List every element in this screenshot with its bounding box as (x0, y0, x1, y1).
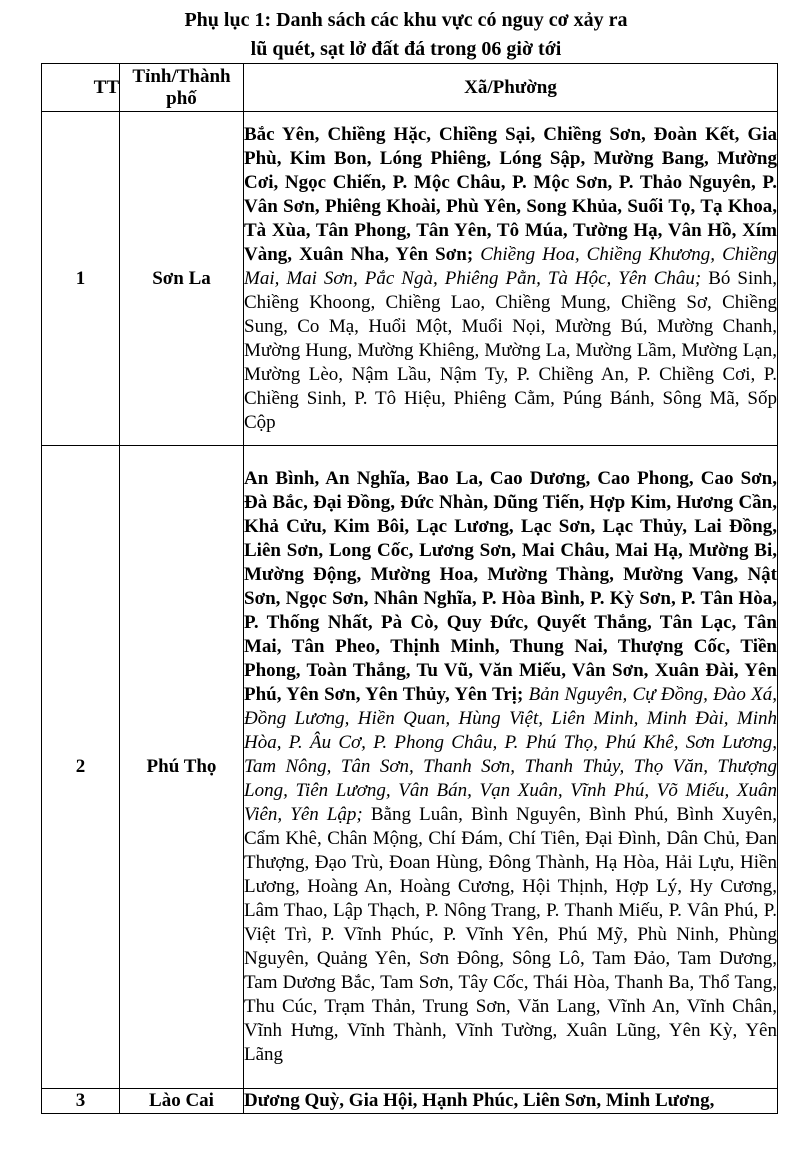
ward-list-normal: Bó Sinh, Chiềng Khoong, Chiềng Lao, Chiềng Mung, Chiềng Sơ, Chiềng Sung, Co Mạ, Huổi Một, Muổi Nọi, Mường Bú, Mường Chanh, Mường Hung, Mường Khiêng, Mường La, Mường Lầm, Mường Lạn, Mường Lèo, Nậm Lầu, Nậm Ty, P. Chiềng An, P. Chiềng Cơi, P. Chiềng Sinh, P. Tô Hiệu, Phiêng Cằm, Púng Bánh, Sông Mã, Sốp Cộp (244, 267, 777, 433)
document-title-line-2: lũ quét, sạt lở đất đá trong 06 giờ tới (250, 38, 562, 60)
document-title-line-1: Phụ lục 1: Danh sách các khu vực có nguy cơ xảy ra (184, 9, 628, 31)
table-row (42, 112, 778, 446)
ward-list-bold: An Bình, An Nghĩa, Bao La, Cao Dương, Cao Phong, Cao Sơn, Đà Bắc, Đại Đồng, Đức Nhàn, Dũng Tiến, Hợp Kim, Hương Cần, Khả Cửu, Kim Bôi, Lạc Lương, Lạc Sơn, Lạc Thủy, Lai Đồng, Liên Sơn, Long Cốc, Lương Sơn, Mai Châu, Mai Hạ, Mường Bi, Mường Động, Mường Hoa, Mường Thàng, Mường Vang, Nật Sơn, Ngọc Sơn, Nhân Nghĩa, P. Hòa Bình, P. Kỳ Sơn, P. Tân Hòa, P. Thống Nhất, Pà Cò, Quy Đức, Quyết Thắng, Tân Lạc, Tân Mai, Tân Pheo, Thịnh Minh, Thung Nai, Thượng Cốc, Tiền Phong, Toàn Thắng, Tu Vũ, Văn Miếu, Vân Sơn, Xuân Đài, Yên Phú, Yên Sơn, Yên Thủy, Yên Trị; (244, 468, 777, 705)
header-province: Tỉnh/Thành phố (120, 64, 244, 112)
header-ward: Xã/Phường (244, 64, 778, 112)
table-row (42, 446, 778, 1089)
province-name: Sơn La (120, 112, 244, 446)
ward-list-italic: Chiềng Hoa, Chiềng Khương, Chiềng Mai, Mai Sơn, Pắc Ngà, Phiêng Pằn, Tà Hộc, Yên Châu; (244, 243, 777, 289)
row-number: 2 (42, 446, 120, 1089)
table-row (42, 1089, 778, 1114)
row-number: 3 (42, 1089, 120, 1114)
ward-list (244, 1089, 778, 1114)
ward-list-normal: Bằng Luân, Bình Nguyên, Bình Phú, Bình Xuyên, Cẩm Khê, Chân Mộng, Chí Đám, Chí Tiên, Đại Đình, Dân Chủ, Đan Thượng, Đạo Trù, Đoan Hùng, Đông Thành, Hạ Hòa, Hải Lựu, Hiền Lương, Hoàng An, Hoàng Cương, Hội Thịnh, Hợp Lý, Hy Cương, Lâm Thao, Lập Thạch, P. Nông Trang, P. Thanh Miếu, P. Vân Phú, P. Việt Trì, P. Vĩnh Phúc, P. Vĩnh Yên, Phú Mỹ, Phù Ninh, Phùng Nguyên, Quảng Yên, Sơn Đông, Sông Lô, Tam Đảo, Tam Dương, Tam Dương Bắc, Tam Sơn, Tây Cốc, Thái Hòa, Thanh Ba, Thổ Tang, Thu Cúc, Trạm Thản, Trung Sơn, Văn Lang, Vĩnh An, Vĩnh Chân, Vĩnh Hưng, Vĩnh Thành, Vĩnh Tường, Xuân Lũng, Yên Kỳ, Yên Lãng (244, 804, 777, 1065)
province-name: Phú Thọ (120, 446, 244, 1089)
ward-list-bold: Bắc Yên, Chiềng Hặc, Chiềng Sại, Chiềng Sơn, Đoàn Kết, Gia Phù, Kim Bon, Lóng Phiêng, Lóng Sập, Mường Bang, Mường Cơi, Ngọc Chiến, P. Mộc Châu, P. Mộc Sơn, P. Thảo Nguyên, P. Vân Sơn, Phiêng Khoài, Phù Yên, Song Khủa, Suối Tọ, Tạ Khoa, Tà Xùa, Tân Phong, Tân Yên, Tô Múa, Tường Hạ, Vân Hồ, Xím Vàng, Xuân Nha, Yên Sơn; (244, 123, 777, 265)
ward-list-bold: Dương Quỳ, Gia Hội, Hạnh Phúc, Liên Sơn, Minh Lương, (244, 1090, 715, 1111)
row-number: 1 (42, 112, 120, 446)
ward-list-italic: Bản Nguyên, Cự Đồng, Đào Xá, Đồng Lương, Hiền Quan, Hùng Việt, Liên Minh, Minh Đài, Minh Hòa, P. Âu Cơ, P. Phong Châu, P. Phú Thọ, Phú Khê, Sơn Lương, Tam Nông, Tân Sơn, Thanh Sơn, Thanh Thủy, Thọ Văn, Thượng Long, Tiên Lương, Vân Bán, Vạn Xuân, Vĩnh Phú, Võ Miếu, Xuân Viên, Yên Lập; (244, 684, 778, 825)
risk-area-table (41, 63, 778, 1114)
ward-list (244, 112, 778, 446)
header-tt: TT (42, 64, 120, 112)
ward-list (244, 446, 778, 1089)
table-header-row (42, 64, 778, 112)
province-name: Lào Cai (120, 1089, 244, 1114)
